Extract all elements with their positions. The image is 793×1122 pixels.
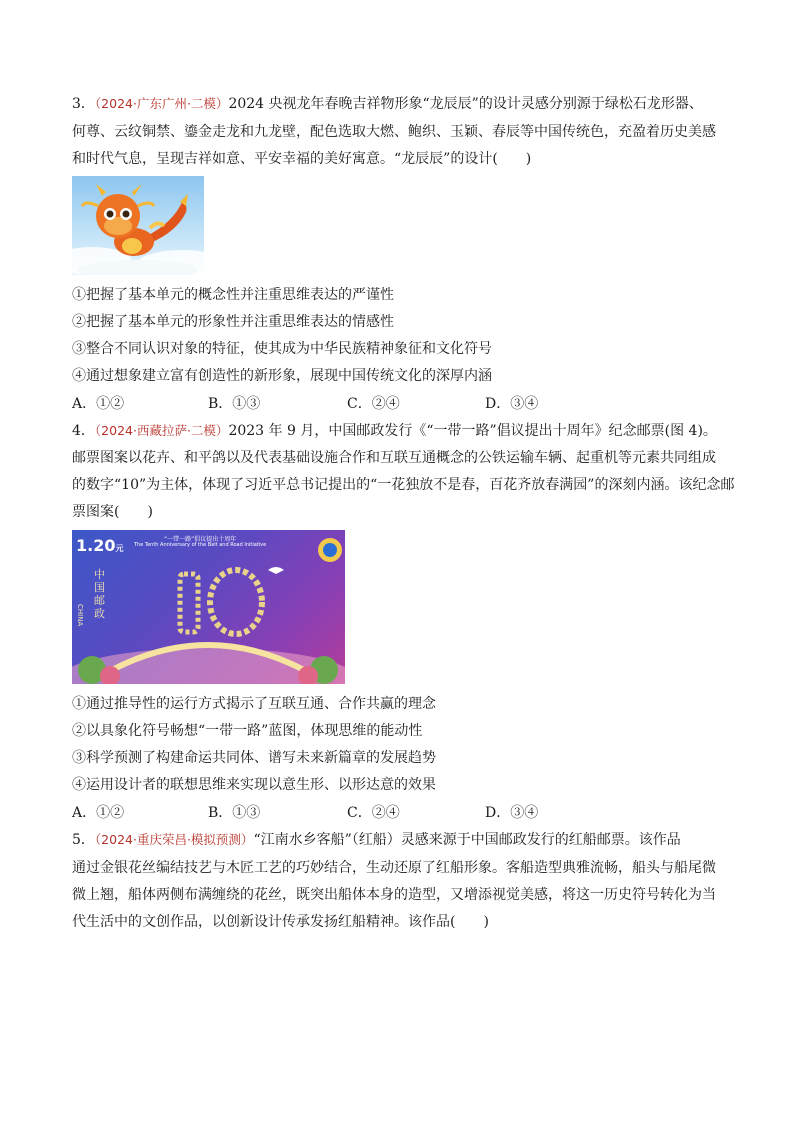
q3-option-b: B．①③ <box>208 396 261 412</box>
dragon-mascot-illustration <box>72 176 204 275</box>
stamp-value: 1.20元 <box>76 536 124 555</box>
q3-option-c: C．②④ <box>347 396 400 412</box>
stamp-country-en: CHINA <box>76 604 84 627</box>
q3-number: 3． <box>72 96 95 112</box>
q4-text-1: 2023 年 9 月，中国邮政发行《“一带一路”倡议提出十周年》纪念邮票(图 4)。 <box>228 423 717 439</box>
q4-source: （2024·西藏拉萨·二模） <box>94 423 229 438</box>
q4-line-3: 的数字“10”为主体，体现了习近平总书记提出的“一花独放不是春，百花齐放春满园”的深刻内涵。该纪念邮 <box>72 477 735 493</box>
q3-line-1 <box>72 94 703 114</box>
q3-line-2: 何尊、云纹铜禁、鎏金走龙和九龙壁，配色选取大燃、鲍织、玉颖、春辰等中国传统色，充盈着历史美感 <box>72 124 716 140</box>
q4-statement-2: ②以具象化符号畅想“一带一路”蓝图，体现思维的能动性 <box>72 723 423 739</box>
q5-source: （2024·重庆荣昌·模拟预测） <box>94 832 254 847</box>
stamp-country-cn: 中国邮政 <box>94 568 105 620</box>
q3-statement-1: ①把握了基本单元的概念性并注重思维表达的严谨性 <box>72 287 394 303</box>
q4-line-2: 邮票图案以花卉、和平鸽以及代表基础设施合作和互联互通概念的公铁运输车辆、起重机等元素共同组成 <box>72 450 716 466</box>
stamp-title-en: The Tenth Anniversary of the Belt and Road Initiative <box>134 542 267 548</box>
q3-option-d: D．③④ <box>485 396 539 412</box>
stamp-title-cn: “一带一路”倡议提出十周年 <box>164 536 237 543</box>
q3-statement-3: ③整合不同认识对象的特征，使其成为中华民族精神象征和文化符号 <box>72 341 492 357</box>
q4-option-c: C．②④ <box>347 805 400 821</box>
q5-number: 5． <box>72 832 95 848</box>
q3-statement-4: ④通过想象建立富有创造性的新形象，展现中国传统文化的深厚内涵 <box>72 368 492 384</box>
q4-statement-4: ④运用设计者的联想思维来实现以意生形、以形达意的效果 <box>72 777 436 793</box>
q4-option-d: D．③④ <box>485 805 539 821</box>
q4-statement-3: ③科学预测了构建命运共同体、谱写未来新篇章的发展趋势 <box>72 750 436 766</box>
commemorative-stamp-image <box>72 530 345 684</box>
dragon-mascot-image <box>72 176 204 275</box>
q4-line-1 <box>72 421 717 441</box>
q3-text-1: 2024 央视龙年春晚吉祥物形象“龙辰辰”的设计灵感分别源于绿松石龙形器、 <box>228 96 703 112</box>
q3-source: （2024·广东广州·二模） <box>94 96 229 111</box>
q4-line-4: 票图案( ) <box>72 504 153 520</box>
q5-text-1: “江南水乡客船”（红船）灵感来源于中国邮政发行的红船邮票。该作品 <box>253 832 681 848</box>
q4-statement-1: ①通过推导性的运行方式揭示了互联互通、合作共赢的理念 <box>72 696 436 712</box>
q5-line-2: 通过金银花丝编结技艺与木匠工艺的巧妙结合，生动还原了红船形象。客船造型典雅流畅，船头与船尾微 <box>72 860 716 876</box>
q4-option-b: B．①③ <box>208 805 261 821</box>
q5-line-1 <box>72 830 681 850</box>
q3-line-3: 和时代气息，呈现吉祥如意、平安幸福的美好寓意。“龙辰辰”的设计( ) <box>72 151 532 167</box>
q4-option-a: A．①② <box>72 805 125 821</box>
q5-line-3: 微上翘，船体两侧布满缠绕的花丝，既突出船体本身的造型，又增添视觉美感，将这一历史符号转化为当 <box>72 887 716 903</box>
q3-statement-2: ②把握了基本单元的形象性并注重思维表达的情感性 <box>72 314 394 330</box>
q4-number: 4． <box>72 423 95 439</box>
q5-line-4: 代生活中的文创作品，以创新设计传承发扬红船精神。该作品( ) <box>72 914 489 930</box>
q3-option-a: A．①② <box>72 396 125 412</box>
